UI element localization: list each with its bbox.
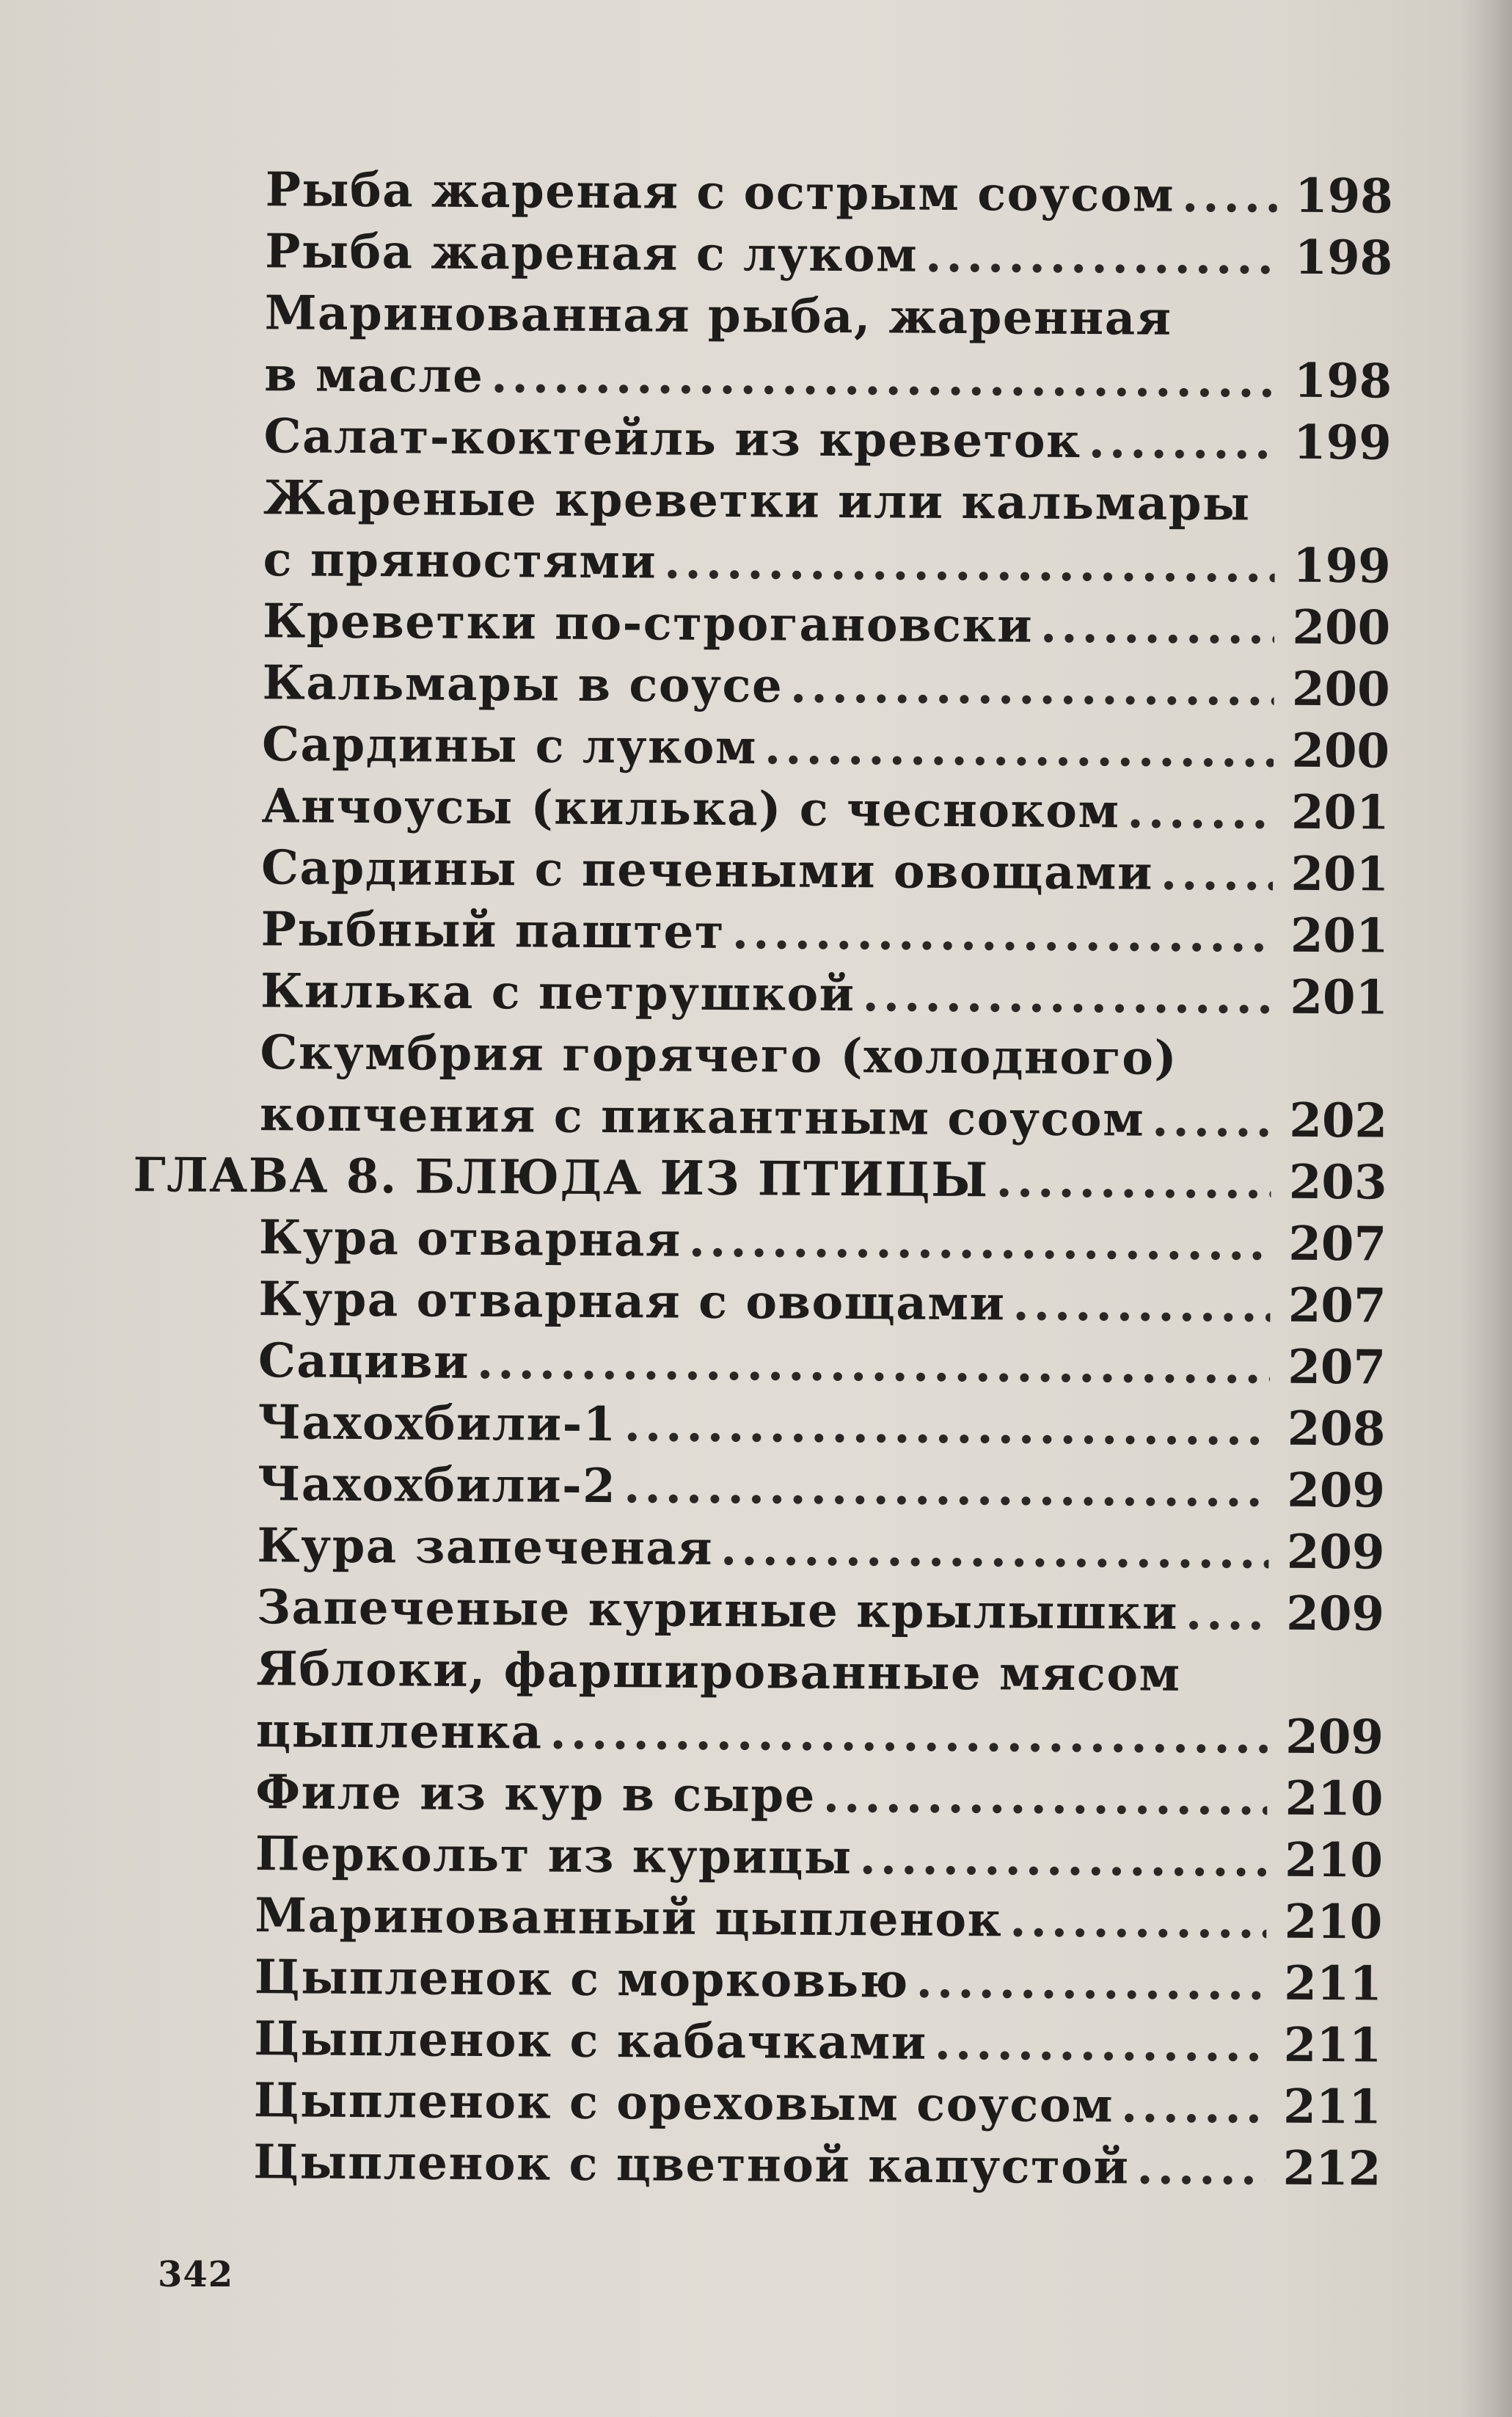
toc-entry-title: Цыпленок с кабачками [254, 2011, 927, 2071]
dot-leader [549, 1702, 1268, 1768]
dot-leader [664, 532, 1275, 597]
toc-entry-line [258, 1330, 1386, 1399]
dot-leader [624, 1456, 1270, 1521]
dot-leader [1161, 843, 1274, 905]
toc-page-number: 209 [1286, 1586, 1385, 1642]
toc-page-number: 199 [1293, 415, 1392, 471]
toc-page-number: 210 [1285, 1832, 1384, 1889]
toc-entry-title: Цыпленок с цветной капустой [253, 2135, 1130, 2195]
toc-entry [0, 651, 1390, 721]
dot-leader [1136, 2137, 1266, 2200]
toc-entry [0, 2007, 1382, 2077]
toc-entry-line [133, 1145, 1387, 1214]
toc-entry-line [258, 1454, 1385, 1522]
dot-leader [925, 225, 1277, 289]
toc-entry-title: Перкольт из курицы [255, 1826, 852, 1886]
toc-page-number: 198 [1294, 230, 1393, 286]
toc-entry [0, 1945, 1382, 2016]
toc-entry-title: Кура запеченая [257, 1518, 714, 1576]
toc-entry-title: в масле [263, 347, 484, 404]
dot-leader [862, 964, 1272, 1028]
toc-entry-title: Сардины с печеными овощами [260, 840, 1154, 901]
toc-entry-line [253, 2132, 1381, 2200]
dot-leader [1040, 596, 1275, 659]
toc-entry [0, 1390, 1386, 1461]
toc-page-number: 201 [1290, 846, 1389, 903]
toc-entry-line [260, 960, 1388, 1029]
toc-entry [0, 2130, 1381, 2201]
toc-page-number: 200 [1292, 599, 1391, 656]
toc-entry-title: Запеченые куриные крылышки [256, 1580, 1179, 1641]
dot-leader [1088, 411, 1276, 474]
dot-leader [1009, 1889, 1267, 1953]
toc-page-number: 203 [1288, 1154, 1387, 1211]
toc-entry-line [260, 899, 1388, 967]
toc-entry [0, 1206, 1387, 1276]
dot-leader [1182, 165, 1278, 227]
toc-entry-title: Салат-коктейль из креветок [263, 409, 1081, 470]
toc-entry-line [263, 591, 1390, 659]
toc-entry-line [258, 1392, 1385, 1460]
toc-entry-line [255, 1762, 1383, 1830]
toc-entry-title: Цыпленок с ореховым соусом [253, 2073, 1114, 2134]
toc-entry-line [262, 714, 1389, 782]
toc-entry [0, 1329, 1386, 1399]
toc-entry [0, 1267, 1387, 1338]
toc-entry [0, 281, 1392, 413]
toc-page-number: 208 [1287, 1401, 1386, 1457]
toc-entry [0, 219, 1392, 290]
dot-leader [1152, 1090, 1272, 1152]
toc-page-number: 202 [1289, 1093, 1388, 1149]
toc-entry [0, 836, 1389, 906]
toc-entry [0, 404, 1392, 475]
toc-entry-title: Филе из кур в сыре [255, 1765, 817, 1823]
toc-page-number: 199 [1292, 538, 1391, 594]
toc-page-number: 211 [1283, 2017, 1382, 2074]
dot-leader [491, 346, 1277, 412]
dot-leader [790, 656, 1274, 721]
toc-entry [0, 1021, 1388, 1153]
toc-entry [0, 1452, 1385, 1523]
toc-page-number: 211 [1284, 1955, 1383, 2012]
toc-page-number: 211 [1282, 2079, 1382, 2135]
toc-entry-title: Рыба жареная с острым соусом [265, 162, 1175, 223]
toc-entry [0, 158, 1393, 228]
toc-entry-title: Рыба жареная с луком [264, 224, 918, 283]
toc-entry [0, 2068, 1381, 2139]
toc-entry [0, 1884, 1383, 1954]
dot-leader [1012, 1273, 1271, 1336]
dot-leader [934, 2013, 1266, 2077]
toc-entry-title: ГЛАВА 8. БЛЮДА ИЗ ПТИЦЫ [133, 1148, 989, 1208]
toc-chapter-entry [0, 1144, 1387, 1214]
toc-page-number: 198 [1293, 353, 1392, 409]
dot-leader [1186, 1583, 1269, 1645]
toc-page-number: 207 [1288, 1216, 1387, 1272]
toc-entry-title: с пряностями [263, 532, 657, 590]
page-number-folio: 342 [158, 2254, 234, 2295]
dot-leader [477, 1332, 1271, 1399]
toc-entry-title: Креветки по-строгановски [262, 594, 1034, 654]
dot-leader [916, 1951, 1267, 2015]
toc-page-number: 207 [1288, 1277, 1387, 1334]
toc-page-number: 198 [1294, 168, 1393, 225]
toc-page-number: 201 [1290, 969, 1389, 1026]
toc-entry-title: Яблоки, фаршированные мясом [256, 1641, 1181, 1702]
table-of-contents [0, 158, 1512, 2201]
dot-leader [720, 1518, 1269, 1583]
toc-entry-line [264, 282, 1392, 351]
toc-page-number: 209 [1287, 1462, 1386, 1519]
dot-leader [1121, 2075, 1266, 2137]
toc-page-number: 209 [1286, 1524, 1385, 1581]
toc-entry-line [256, 1638, 1384, 1707]
toc-page-number: 212 [1282, 2140, 1381, 2197]
toc-entry-line [254, 2070, 1381, 2138]
toc-page-number: 200 [1291, 661, 1390, 718]
dot-leader [1127, 781, 1274, 843]
dot-leader [764, 717, 1274, 781]
toc-entry-line [262, 652, 1389, 721]
toc-entry-title: Кура отварная [258, 1210, 682, 1268]
toc-entry-title: Чахохбили-1 [258, 1395, 617, 1453]
toc-entry-title: Рыбный паштет [260, 902, 726, 960]
toc-entry-title: Сардины с луком [261, 717, 758, 776]
toc-entry [0, 589, 1390, 660]
toc-page-number: 201 [1290, 908, 1389, 964]
toc-entry-title: Маринованная рыба, жаренная [264, 285, 1172, 346]
toc-entry [0, 466, 1391, 598]
toc-entry-line [265, 159, 1392, 227]
toc-page-number: 210 [1284, 1894, 1383, 1950]
toc-entry-line [263, 529, 1390, 597]
toc-entry-line [260, 1022, 1387, 1090]
toc-entry-title: Жареные креветки или кальмары [263, 470, 1251, 532]
toc-entry-line [257, 1515, 1384, 1583]
toc-entry-title: Анчоусы (килька) с чесноком [261, 779, 1120, 839]
toc-entry-title: Кальмары в соусе [262, 655, 784, 714]
dot-leader [689, 1210, 1271, 1275]
toc-entry-line [255, 1947, 1382, 2015]
toc-entry-line [260, 1084, 1387, 1152]
toc-entry-line [264, 344, 1392, 412]
toc-page-number: 210 [1285, 1771, 1384, 1827]
dot-leader [624, 1394, 1270, 1459]
toc-page-number: 200 [1291, 723, 1390, 779]
toc-page-number: 209 [1285, 1709, 1384, 1765]
toc-entry [0, 1637, 1384, 1769]
toc-entry-title: цыпленка [255, 1703, 543, 1760]
toc-entry [0, 1822, 1383, 1892]
toc-entry-line [254, 2008, 1381, 2077]
toc-entry-line [258, 1269, 1386, 1337]
toc-entry [0, 1575, 1384, 1646]
toc-entry-line [257, 1577, 1384, 1645]
toc-entry-line [259, 1207, 1387, 1275]
toc-entry-line [255, 1885, 1382, 1953]
toc-page-number: 207 [1288, 1339, 1387, 1396]
toc-page-number: 201 [1290, 784, 1389, 841]
toc-entry [0, 712, 1389, 783]
toc-entry [0, 959, 1388, 1029]
dot-leader [732, 902, 1274, 967]
dot-leader [823, 1765, 1268, 1830]
toc-entry [0, 897, 1389, 968]
toc-entry-title: копчения с пикантным соусом [259, 1087, 1145, 1148]
toc-entry-title: Килька с петрушкой [260, 963, 855, 1023]
dot-leader [996, 1150, 1271, 1213]
toc-entry [0, 1760, 1384, 1831]
toc-entry [0, 774, 1389, 845]
toc-entry-line [255, 1823, 1383, 1892]
toc-entry-title: Чахохбили-2 [257, 1457, 617, 1514]
toc-entry-title: Маринованный цыпленок [255, 1888, 1003, 1948]
toc-entry-line [263, 467, 1391, 536]
toc-entry-line [263, 406, 1391, 474]
toc-entry [0, 1514, 1385, 1584]
toc-entry-title: Скумбрия горячего (холодного) [260, 1025, 1178, 1086]
toc-entry-line [256, 1700, 1384, 1768]
toc-entry-line [265, 221, 1392, 289]
toc-entry-line [261, 776, 1389, 844]
toc-entry-title: Сациви [258, 1333, 470, 1390]
toc-entry-title: Кура отварная с овощами [258, 1272, 1006, 1332]
toc-entry-line [261, 837, 1389, 905]
toc-entry-title: Цыпленок с морковью [254, 1950, 910, 2009]
dot-leader [859, 1827, 1267, 1891]
